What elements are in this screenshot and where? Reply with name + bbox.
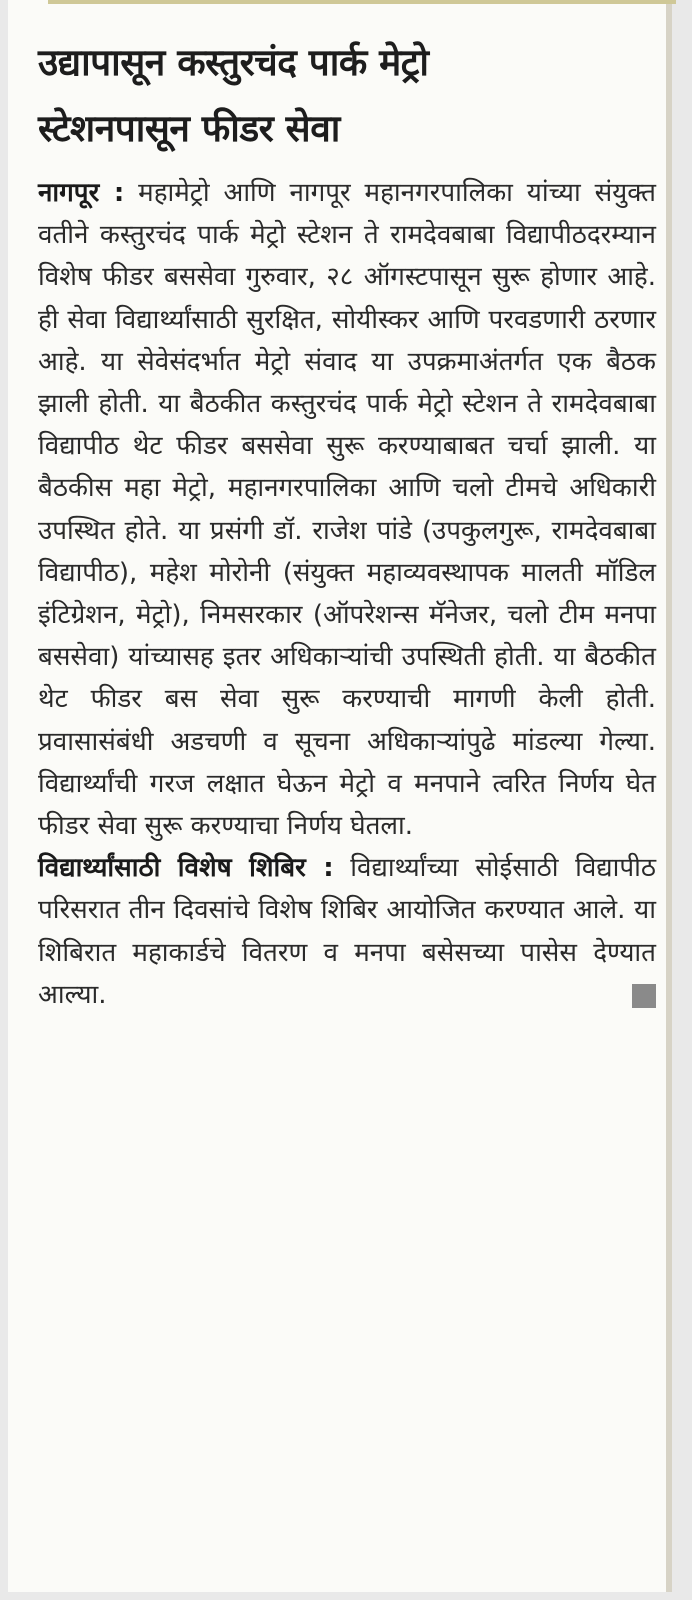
subheading: विद्यार्थ्यांसाठी विशेष शिबिर : bbox=[38, 853, 334, 884]
paragraph-2-text: विद्यार्थ्यांच्या सोईसाठी विद्यापीठ परिसरात तीन दिवसांचे विशेष शिबिर आयोजित करण्यात आले. या शिबिरात महाकार्डचे वितरण व मनपा बसेसच्या पासेस देण्यात आल्या. bbox=[38, 853, 656, 1010]
paragraph-2 bbox=[38, 847, 656, 1016]
headline-line-2: स्टेशनपासून फीडर सेवा bbox=[38, 107, 340, 150]
paragraph-1-text: महामेट्रो आणि नागपूर महानगरपालिका यांच्या संयुक्त वतीने कस्तुरचंद पार्क मेट्रो स्टेशन ते रामदेवबाबा विद्यापीठदरम्यान विशेष फीडर बससेवा गुरुवार, २८ ऑगस्टपासून सुरू होणार आहे. ही सेवा विद्यार्थ्यांसाठी सुरक्षित, सोयीस्कर आणि परवडणारी ठरणार आहे. या सेवेसंदर्भात मेट्रो संवाद या उपक्रमाअंतर्गत एक बैठक झाली होती. या बैठकीत कस्तुरचंद पार्क मेट्रो स्टेशन ते रामदेवबाबा विद्यापीठ थेट फीडर बससेवा सुरू करण्याबाबत चर्चा झाली. या बैठकीस महा मेट्रो, महानगरपालिका आणि चलो टीमचे अधिकारी उपस्थित होते. या प्रसंगी डॉ. राजेश पांडे (उपकुलगुरू, रामदेवबाबा विद्यापीठ), महेश मोरोनी (संयुक्त महाव्यवस्थापक मालती मॉडिल इंटिग्रेशन, मेट्रो), निमसरकार (ऑपरेशन्स मॅनेजर, चलो टीम मनपा बससेवा) यांच्यासह इतर अधिकाऱ्यांची उपस्थिती होती. या बैठकीत थेट फीडर बस सेवा सुरू करण्याची मागणी केली होती. प्रवासासंबंधी अडचणी व सूचना अधिकाऱ्यांपुढे मांडल्या गेल्या. विद्यार्थ्यांची गरज लक्षात घेऊन मेट्रो व मनपाने त्वरित निर्णय घेत फीडर सेवा सुरू करण्याचा निर्णय घेतला. bbox=[38, 178, 656, 842]
headline bbox=[38, 30, 648, 162]
dateline: नागपूर : bbox=[38, 178, 125, 208]
end-mark-icon bbox=[632, 984, 656, 1008]
headline-line-1: उद्यापासून कस्तुरचंद पार्क मेट्रो bbox=[38, 41, 429, 84]
article-body bbox=[38, 172, 656, 1016]
top-rule bbox=[48, 0, 676, 4]
newspaper-clipping bbox=[8, 0, 672, 1592]
paragraph-1 bbox=[38, 172, 656, 847]
